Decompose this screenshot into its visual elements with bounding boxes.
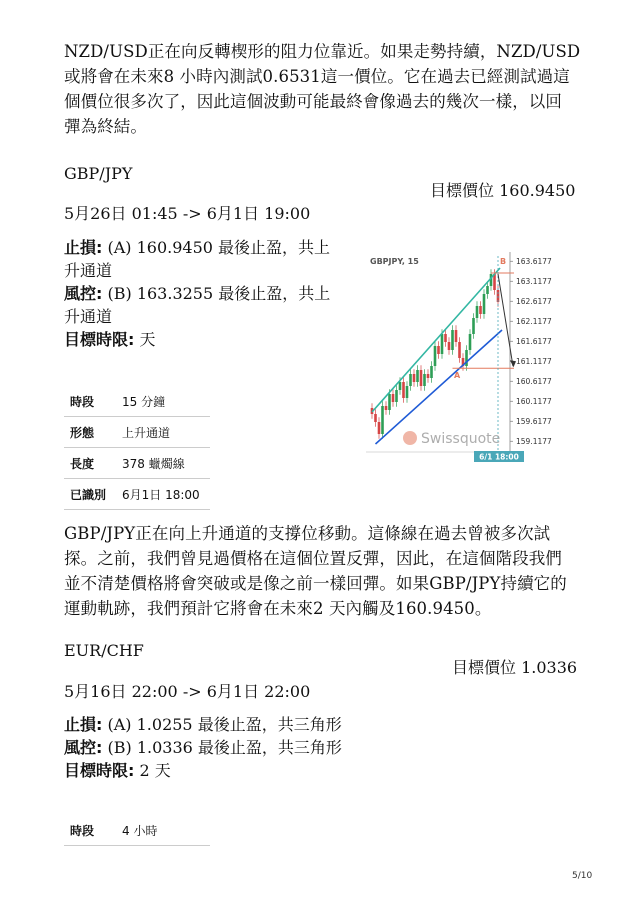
chart-title: GBPJPY, 15: [370, 257, 419, 266]
risk-text: (B) 1.0336 最後止盈，共三角形: [102, 738, 342, 757]
intro-paragraph: [64, 39, 584, 139]
horizon-line: [64, 328, 344, 351]
pattern-info-table: [64, 815, 210, 846]
table-row: [64, 815, 210, 846]
candle-body: [381, 406, 384, 434]
risk-text: (B) 163.3255 最後止盈，共上: [102, 284, 331, 303]
table-key: 長度: [64, 448, 122, 479]
risk-line-cont: 升通道: [64, 307, 113, 326]
paragraph-line: NZD/USD正在向反轉楔形的阻力位靠近。如果走勢持續，NZD/USD: [64, 42, 581, 61]
horizon-text: 天: [134, 330, 156, 349]
stop-loss-line-cont: 升通道: [64, 261, 113, 280]
y-tick-label: 161.6177: [516, 337, 552, 347]
candle-body: [448, 342, 451, 350]
candle-body: [385, 406, 388, 410]
stop-loss-label: 止損:: [64, 715, 103, 734]
horizon-line: [64, 759, 384, 782]
stop-loss-text: (A) 1.0255 最後止盈，共三角形: [102, 715, 342, 734]
candle-body: [420, 370, 423, 386]
paragraph-line: 並不清楚價格將會突破或是像之前一樣回彈。如果GBP/JPY持續它的: [64, 574, 567, 593]
target-price: 目標價位 160.9450: [430, 181, 576, 200]
candle-body: [409, 374, 412, 386]
table-row: [64, 417, 210, 448]
pattern-info-table: [64, 386, 210, 510]
candle-body: [388, 394, 391, 410]
candle-body: [437, 346, 440, 354]
date-range: 5月16日 22:00 -> 6月1日 22:00: [64, 682, 311, 701]
candle-body: [430, 366, 433, 378]
y-tick-label: 159.6177: [516, 417, 552, 427]
pair-title: GBP/JPY: [64, 164, 133, 183]
candle-body: [423, 374, 426, 386]
stop-loss-text: (A) 160.9450 最後止盈，共上: [102, 238, 331, 257]
candle-body: [427, 374, 430, 378]
table-value: 4 小時: [122, 815, 210, 846]
risk-label: 風控:: [64, 284, 103, 303]
candle-body: [472, 318, 475, 334]
candle-body: [441, 334, 444, 354]
candle-body: [469, 334, 472, 350]
point-label-b: B: [500, 257, 507, 266]
candle-body: [406, 386, 409, 398]
horizon-label: 目標時限:: [64, 330, 135, 349]
table-row: [64, 448, 210, 479]
y-tick-label: 162.6177: [516, 297, 552, 307]
trade-rules: [64, 713, 384, 782]
candle-body: [451, 330, 454, 350]
candle-body: [399, 382, 402, 390]
candle-body: [483, 294, 486, 314]
risk-label: 風控:: [64, 738, 103, 757]
table-value: 6月1日 18:00: [122, 479, 210, 510]
paragraph-line: 個價位很多次了，因此這個波動可能最終會像過去的幾次一樣，以回: [64, 92, 562, 111]
watermark-text: Swissquote: [421, 431, 501, 447]
candle-body: [402, 382, 405, 398]
table-row: [64, 479, 210, 510]
page-number: 5/10: [572, 871, 593, 881]
y-tick-label: 159.1177: [516, 437, 552, 447]
paragraph-line: 探。之前，我們曾見過價格在這個位置反彈，因此，在這個階段我們: [64, 549, 562, 568]
paragraph-line: 或將會在未來8 小時內測試0.6531這一價位。它在過去已經測試過這: [64, 67, 570, 86]
y-tick-label: 163.1177: [516, 277, 552, 287]
candle-body: [444, 334, 447, 342]
table-row: [64, 386, 210, 417]
risk-line: [64, 736, 384, 759]
y-tick-label: 160.6177: [516, 377, 552, 387]
table-value: 378 蠟燭線: [122, 448, 210, 479]
paragraph-line: 彈為終結。: [64, 117, 147, 136]
stop-loss-label: 止損:: [64, 238, 103, 257]
analysis-paragraph: [64, 521, 584, 621]
y-tick-label: 161.1177: [516, 357, 552, 367]
candle-body: [378, 422, 381, 434]
y-tick-label: 160.1177: [516, 397, 552, 407]
stop-loss-line: [64, 236, 344, 259]
stop-loss-line: [64, 713, 384, 736]
trade-rules: [64, 236, 344, 351]
table-key: 時段: [64, 815, 122, 846]
candle-body: [458, 342, 461, 358]
candle-body: [395, 390, 398, 402]
point-label-a: A: [454, 371, 461, 381]
candle-body: [476, 306, 479, 318]
candle-body: [479, 306, 482, 314]
swissquote-logo-icon: [403, 431, 417, 445]
candle-body: [455, 330, 458, 342]
candle-body: [374, 414, 377, 422]
candle-body: [434, 346, 437, 366]
time-label: 6/1 18:00: [479, 452, 519, 462]
candle-body: [416, 370, 419, 382]
table-value: 15 分鐘: [122, 386, 210, 417]
y-tick-label: 162.1177: [516, 317, 552, 327]
y-tick-label: 163.6177: [516, 257, 552, 267]
pair-title: EUR/CHF: [64, 641, 144, 660]
candle-body: [486, 286, 489, 294]
paragraph-line: GBP/JPY正在向上升通道的支撐位移動。這條線在過去曾被多次試: [64, 524, 551, 543]
table-key: 時段: [64, 386, 122, 417]
table-key: 形態: [64, 417, 122, 448]
date-range: 5月26日 01:45 -> 6月1日 19:00: [64, 204, 311, 223]
horizon-text: 2 天: [134, 761, 171, 780]
horizon-label: 目標時限:: [64, 761, 135, 780]
paragraph-line: 運動軌跡，我們預計它將會在未來2 天內觸及160.9450。: [64, 599, 492, 618]
risk-line: [64, 282, 344, 305]
candle-body: [392, 394, 395, 402]
table-value: 上升通道: [122, 417, 210, 448]
candle-body: [413, 374, 416, 382]
table-key: 已識別: [64, 479, 122, 510]
price-chart: [362, 246, 574, 464]
target-price: 目標價位 1.0336: [452, 658, 578, 677]
